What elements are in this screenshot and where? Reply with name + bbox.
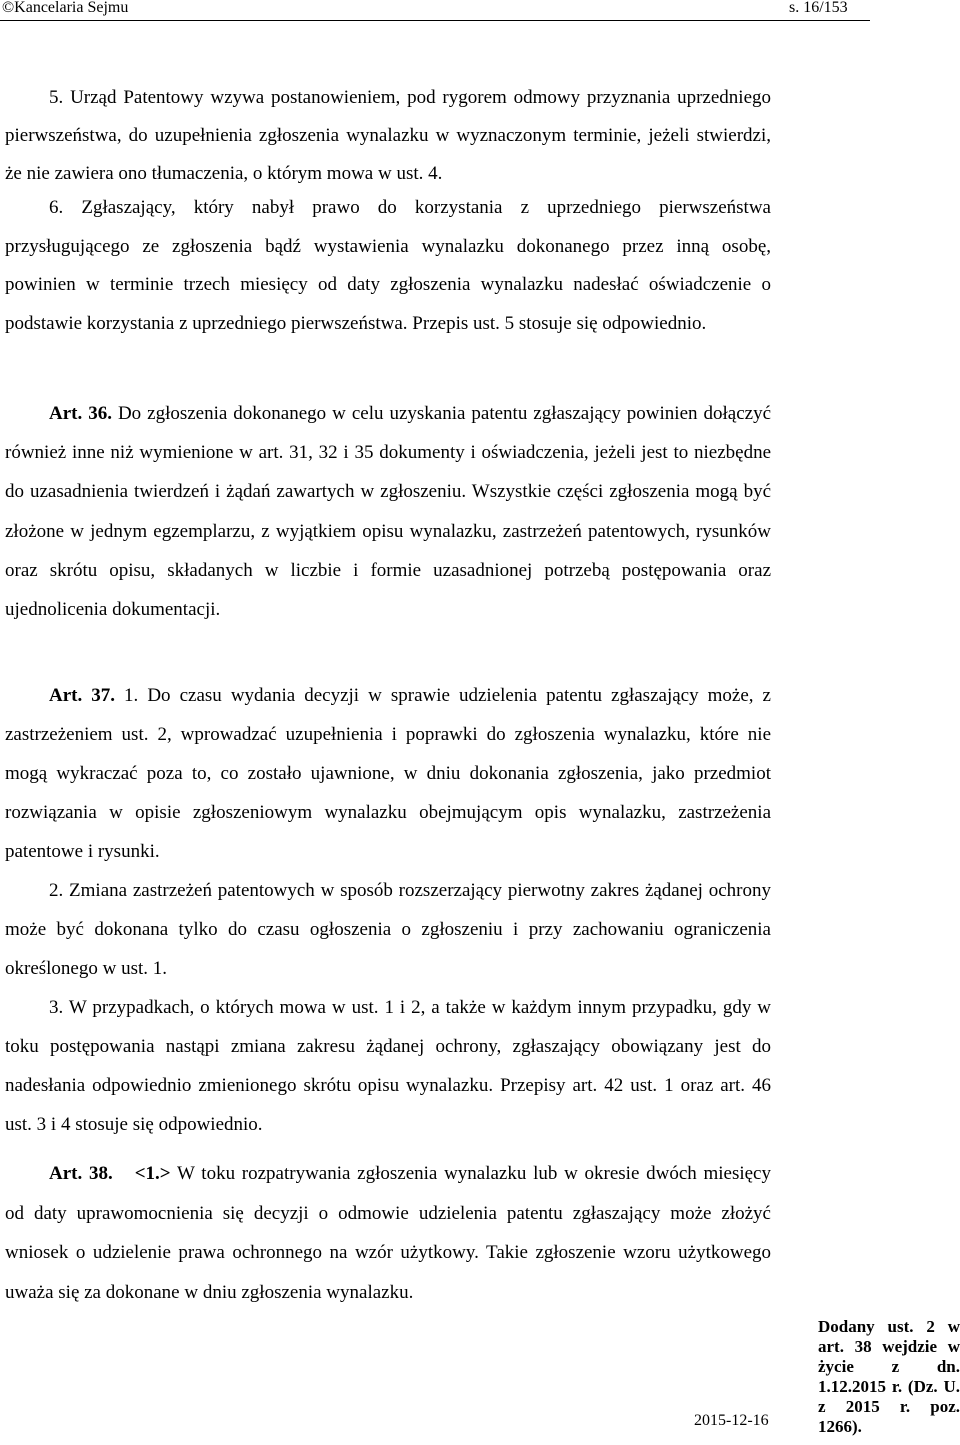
art-36-text: Do zgłoszenia dokonanego w celu uzyskania patentu zgłaszający powinien dołączyć również inne niż wymienione w art. 31, 32 i 35 dokumenty i oświadczenia, jeżeli jest to niezbędne do uzasadnienia twierdzeń i żądań zawartych w zgłoszeniu. Wszystkie części zgłoszenia mogą być złożone w jednym egzemplarzu, z wyjątkiem opisu wynalazku, zastrzeżeń patentowych, rysunków oraz skrótu opisu, składanych w liczbie i formie uzasadnionej potrzebą postępowania oraz ujednolicenia dokumentacji. bbox=[5, 403, 772, 621]
page-number: s. 16/153 bbox=[789, 0, 848, 16]
art-37-ust-2-text: 2. Zmiana zastrzeżeń patentowych w sposób rozszerzający pierwotny zakres żądanej ochrony może być dokonana tylko do czasu ogłoszenia o zgłoszeniu i przy zachowaniu ograniczenia określonego w ust. 1. bbox=[5, 880, 771, 979]
article-38 bbox=[5, 1154, 771, 1312]
article-37-ust-2 bbox=[5, 871, 771, 988]
art-36-label: Art. 36. bbox=[49, 403, 112, 424]
ust-5-text: 5. Urząd Patentowy wzywa postanowieniem, pod rygorem odmowy przyznania uprzedniego pierwszeństwa, do uzupełnienia zgłoszenia wynalazku w wyznaczonym terminie, jeżeli stwierdzi, że nie zawiera ono tłumaczenia, o którym mowa w ust. 4. bbox=[5, 87, 771, 184]
paragraph-ust-5 bbox=[5, 79, 771, 193]
paragraph-ust-6 bbox=[5, 189, 771, 343]
publisher-label: ©Kancelaria Sejmu bbox=[2, 0, 129, 16]
footer-date: 2015-12-16 bbox=[694, 1412, 769, 1429]
art-37-ust-1-text: 1. Do czasu wydania decyzji w sprawie udzielenia patentu zgłaszający może, z zastrzeżeniem ust. 2, wprowadzać uzupełnienia i poprawki do zgłoszenia wynalazku, które nie mogą wykraczać poza to, co zostało ujawnione, w dniu dokonania zgłoszenia, jako przedmiot rozwiązania w opisie zgłoszeniowym wynalazku obejmującym opis wynalazku, zastrzeżenia patentowe i rysunki. bbox=[5, 685, 771, 862]
art-37-label: Art. 37. bbox=[49, 685, 116, 706]
article-36 bbox=[5, 394, 771, 629]
ust-6-text: 6. Zgłaszający, który nabył prawo do korzystania z uprzedniego pierwszeństwa przysługującego ze zgłoszenia bądź wystawienia wynalazku dokonanego przez inną osobę, powinien w terminie trzech miesięcy od daty zgłoszenia wynalazku nadesłać oświadczenie o podstawie korzystania z uprzedniego pierwszeństwa. Przepis ust. 5 stosuje się odpowiednio. bbox=[5, 197, 771, 334]
art-38-paragraph bbox=[5, 1154, 771, 1312]
art-37-paragraph-1 bbox=[5, 676, 771, 871]
header-rule bbox=[0, 20, 870, 21]
art-38-marker: <1.> bbox=[134, 1163, 171, 1184]
article-37-ust-3 bbox=[5, 988, 771, 1144]
amendment-margin-note: Dodany ust. 2 w art. 38 wejdzie w życie z dn. 1.12.2015 r. (Dz. U. z 2015 r. poz. 1266). bbox=[818, 1317, 960, 1436]
page-header bbox=[0, 0, 960, 22]
art-38-text: W toku rozpatrywania zgłoszenia wynalazku lub w okresie dwóch miesięcy od daty uprawomocnienia się decyzji o odmowie udzielenia patentu zgłaszający może złożyć wniosek o udzielenie prawa ochronnego na wzór użytkowy. Takie zgłoszenie wzoru użytkowego uważa się za dokonane w dniu zgłoszenia wynalazku. bbox=[5, 1163, 771, 1303]
art-37-ust-3-text: 3. W przypadkach, o których mowa w ust. 1 i 2, a także w każdym innym przypadku, gdy w toku postępowania nastąpi zmiana zakresu żądanej ochrony, zgłaszający obowiązany jest do nadesłania odpowiednio zmienionego skrótu opisu wynalazku. Przepisy art. 42 ust. 1 oraz art. 46 ust. 3 i 4 stosuje się odpowiednio. bbox=[5, 997, 771, 1135]
article-37-ust-1 bbox=[5, 676, 771, 871]
art-36-paragraph bbox=[5, 394, 771, 629]
art-38-label: Art. 38. bbox=[49, 1163, 113, 1184]
